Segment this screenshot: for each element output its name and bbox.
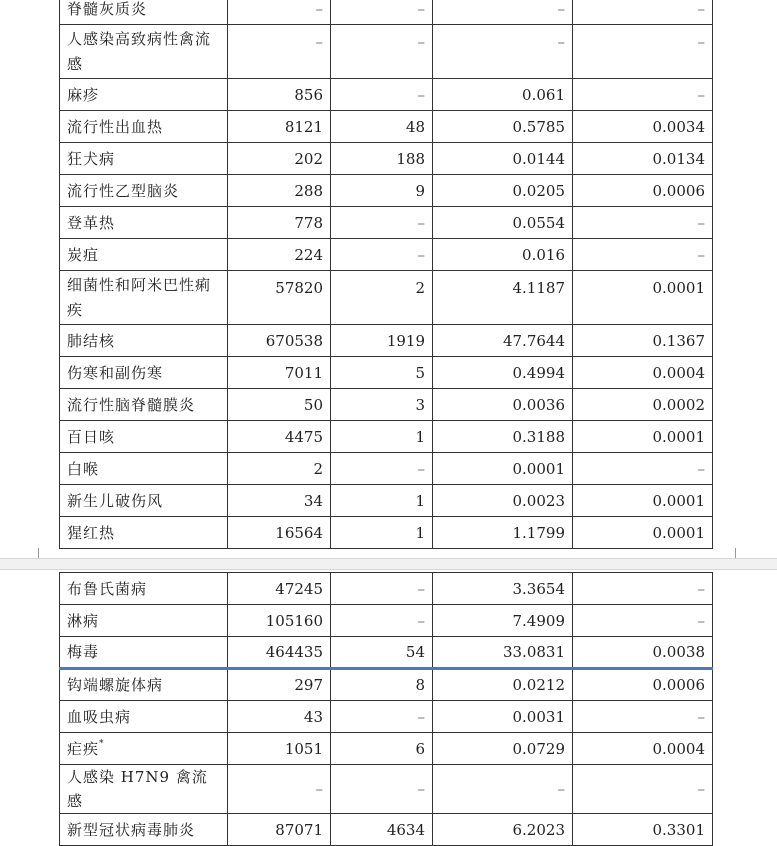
table-row bbox=[60, 814, 713, 846]
deaths-cell[interactable]: 5 bbox=[331, 357, 433, 389]
deaths-cell[interactable]: 1 bbox=[331, 485, 433, 517]
table-row bbox=[60, 207, 713, 239]
deaths-cell[interactable]: – bbox=[331, 207, 433, 239]
mortality-cell[interactable]: 0.3301 bbox=[573, 814, 713, 846]
disease-name[interactable]: 淋病 bbox=[60, 605, 228, 637]
cases-cell[interactable]: – bbox=[228, 0, 331, 25]
cases-cell[interactable]: 1051 bbox=[228, 733, 331, 765]
cases-cell[interactable]: 778 bbox=[228, 207, 331, 239]
mortality-cell[interactable]: – bbox=[573, 25, 713, 79]
table-row bbox=[60, 25, 713, 79]
cases-cell[interactable]: – bbox=[228, 765, 331, 814]
disease-name[interactable]: 流行性出血热 bbox=[60, 111, 228, 143]
cases-cell[interactable]: 297 bbox=[228, 669, 331, 701]
incidence-cell[interactable]: 0.0036 bbox=[433, 389, 573, 421]
disease-name[interactable]: 布鲁氏菌病 bbox=[60, 573, 228, 605]
mortality-cell[interactable]: 0.0038 bbox=[573, 637, 713, 669]
table-row bbox=[60, 79, 713, 111]
cases-cell[interactable]: 43 bbox=[228, 701, 331, 733]
deaths-cell[interactable]: 4634 bbox=[331, 814, 433, 846]
cases-cell[interactable]: 8121 bbox=[228, 111, 331, 143]
incidence-cell[interactable]: 0.0212 bbox=[433, 669, 573, 701]
table-row bbox=[60, 239, 713, 271]
deaths-cell[interactable]: 2 bbox=[331, 271, 433, 325]
disease-name[interactable]: 脊髓灰质炎 bbox=[60, 0, 228, 25]
disease-name[interactable]: 人感染高致病性禽流感 bbox=[60, 25, 228, 79]
disease-name[interactable]: 狂犬病 bbox=[60, 143, 228, 175]
cases-cell[interactable]: 288 bbox=[228, 175, 331, 207]
table-row bbox=[60, 669, 713, 701]
table-row bbox=[60, 111, 713, 143]
deaths-cell[interactable]: 48 bbox=[331, 111, 433, 143]
mortality-cell[interactable]: 0.0006 bbox=[573, 175, 713, 207]
disease-name[interactable]: 新生儿破伤风 bbox=[60, 485, 228, 517]
mortality-cell[interactable]: 0.0134 bbox=[573, 143, 713, 175]
cases-cell[interactable]: 224 bbox=[228, 239, 331, 271]
mortality-cell[interactable]: – bbox=[573, 0, 713, 25]
cases-cell[interactable]: 856 bbox=[228, 79, 331, 111]
disease-name[interactable]: 百日咳 bbox=[60, 421, 228, 453]
mortality-cell[interactable]: – bbox=[573, 573, 713, 605]
table-row bbox=[60, 733, 713, 765]
disease-name[interactable]: 麻疹 bbox=[60, 79, 228, 111]
mortality-cell[interactable]: 0.0004 bbox=[573, 733, 713, 765]
incidence-cell[interactable]: 0.0729 bbox=[433, 733, 573, 765]
cases-cell[interactable]: 47245 bbox=[228, 573, 331, 605]
incidence-cell[interactable]: 33.0831 bbox=[433, 637, 573, 669]
incidence-cell[interactable]: – bbox=[433, 25, 573, 79]
disease-name[interactable]: 炭疽 bbox=[60, 239, 228, 271]
incidence-cell[interactable]: 0.0023 bbox=[433, 485, 573, 517]
incidence-cell[interactable]: – bbox=[433, 765, 573, 814]
incidence-cell[interactable]: 47.7644 bbox=[433, 325, 573, 357]
mortality-cell[interactable]: – bbox=[573, 765, 713, 814]
deaths-cell[interactable]: 6 bbox=[331, 733, 433, 765]
mortality-cell[interactable]: – bbox=[573, 605, 713, 637]
mortality-cell[interactable]: – bbox=[573, 79, 713, 111]
mortality-cell[interactable]: 0.0002 bbox=[573, 389, 713, 421]
incidence-cell[interactable]: 0.4994 bbox=[433, 357, 573, 389]
mortality-cell[interactable]: 0.0001 bbox=[573, 485, 713, 517]
mortality-cell[interactable]: 0.0034 bbox=[573, 111, 713, 143]
disease-name[interactable]: 伤寒和副伤寒 bbox=[60, 357, 228, 389]
cases-cell[interactable]: 2 bbox=[228, 453, 331, 485]
incidence-cell[interactable]: 3.3654 bbox=[433, 573, 573, 605]
deaths-cell[interactable]: 188 bbox=[331, 143, 433, 175]
cases-cell[interactable]: 202 bbox=[228, 143, 331, 175]
document-page-2 bbox=[0, 570, 777, 839]
cases-cell[interactable]: – bbox=[228, 25, 331, 79]
cases-cell[interactable]: 7011 bbox=[228, 357, 331, 389]
deaths-cell[interactable]: – bbox=[331, 701, 433, 733]
disease-name[interactable]: 猩红热 bbox=[60, 517, 228, 549]
table-row bbox=[60, 357, 713, 389]
table-row bbox=[60, 605, 713, 637]
deaths-cell[interactable]: – bbox=[331, 79, 433, 111]
incidence-cell[interactable]: 1.1799 bbox=[433, 517, 573, 549]
cases-cell[interactable]: 670538 bbox=[228, 325, 331, 357]
deaths-cell[interactable]: 1919 bbox=[331, 325, 433, 357]
mortality-cell[interactable]: 0.1367 bbox=[573, 325, 713, 357]
cases-cell[interactable]: 57820 bbox=[228, 271, 331, 325]
incidence-cell[interactable]: 0.5785 bbox=[433, 111, 573, 143]
cases-cell[interactable]: 16564 bbox=[228, 517, 331, 549]
page-break-gap bbox=[0, 558, 777, 570]
table-row bbox=[60, 175, 713, 207]
incidence-cell[interactable]: 0.0144 bbox=[433, 143, 573, 175]
table-row bbox=[60, 517, 713, 549]
disease-name-cell[interactable] bbox=[60, 733, 228, 765]
table-row bbox=[60, 701, 713, 733]
mortality-cell[interactable]: 0.0006 bbox=[573, 669, 713, 701]
deaths-cell[interactable]: 1 bbox=[331, 517, 433, 549]
deaths-cell[interactable]: – bbox=[331, 0, 433, 25]
table-row bbox=[60, 765, 713, 814]
cases-cell[interactable]: 50 bbox=[228, 389, 331, 421]
deaths-cell[interactable]: 54 bbox=[331, 637, 433, 669]
footnote-marker: * bbox=[99, 738, 105, 749]
mortality-cell[interactable]: 0.0004 bbox=[573, 357, 713, 389]
cases-cell[interactable]: 34 bbox=[228, 485, 331, 517]
table-row bbox=[60, 421, 713, 453]
table-row bbox=[60, 143, 713, 175]
disease-table-page-1 bbox=[59, 0, 713, 549]
deaths-cell[interactable]: 9 bbox=[331, 175, 433, 207]
deaths-cell[interactable]: – bbox=[331, 25, 433, 79]
deaths-cell[interactable]: 3 bbox=[331, 389, 433, 421]
table-row bbox=[60, 271, 713, 325]
deaths-cell[interactable]: – bbox=[331, 453, 433, 485]
incidence-cell[interactable]: 7.4909 bbox=[433, 605, 573, 637]
disease-table-page-2 bbox=[59, 572, 713, 846]
incidence-cell[interactable]: 0.0205 bbox=[433, 175, 573, 207]
table-row bbox=[60, 485, 713, 517]
incidence-cell[interactable]: 0.0001 bbox=[433, 453, 573, 485]
disease-name[interactable]: 血吸虫病 bbox=[60, 701, 228, 733]
table-row bbox=[60, 573, 713, 605]
disease-name[interactable]: 细菌性和阿米巴性痢疾 bbox=[60, 271, 228, 325]
deaths-cell[interactable]: – bbox=[331, 239, 433, 271]
incidence-cell[interactable]: 0.0031 bbox=[433, 701, 573, 733]
table-row bbox=[60, 0, 713, 25]
table-row bbox=[60, 453, 713, 485]
table-row bbox=[60, 389, 713, 421]
cases-cell[interactable]: 105160 bbox=[228, 605, 331, 637]
mortality-cell[interactable]: – bbox=[573, 207, 713, 239]
disease-name[interactable]: 流行性脑脊髓膜炎 bbox=[60, 389, 228, 421]
incidence-cell[interactable]: 4.1187 bbox=[433, 271, 573, 325]
disease-name[interactable]: 新型冠状病毒肺炎 bbox=[60, 814, 228, 846]
table-row bbox=[60, 325, 713, 357]
disease-name[interactable]: 肺结核 bbox=[60, 325, 228, 357]
incidence-cell[interactable]: 6.2023 bbox=[433, 814, 573, 846]
deaths-cell[interactable]: – bbox=[331, 605, 433, 637]
deaths-cell[interactable]: – bbox=[331, 765, 433, 814]
mortality-cell[interactable]: – bbox=[573, 453, 713, 485]
table-row-selected bbox=[60, 637, 713, 669]
deaths-cell[interactable]: 8 bbox=[331, 669, 433, 701]
mortality-cell[interactable]: 0.0001 bbox=[573, 517, 713, 549]
deaths-cell[interactable]: 1 bbox=[331, 421, 433, 453]
incidence-cell[interactable]: 0.016 bbox=[433, 239, 573, 271]
cases-cell[interactable]: 4475 bbox=[228, 421, 331, 453]
cases-cell[interactable]: 87071 bbox=[228, 814, 331, 846]
disease-name[interactable]: 白喉 bbox=[60, 453, 228, 485]
incidence-cell[interactable]: 0.3188 bbox=[433, 421, 573, 453]
disease-name: 疟疾 bbox=[67, 739, 100, 758]
mortality-cell[interactable]: – bbox=[573, 239, 713, 271]
disease-name[interactable]: 钩端螺旋体病 bbox=[60, 669, 228, 701]
deaths-cell[interactable]: – bbox=[331, 573, 433, 605]
mortality-cell[interactable]: 0.0001 bbox=[573, 421, 713, 453]
disease-name[interactable]: 登革热 bbox=[60, 207, 228, 239]
incidence-cell[interactable]: – bbox=[433, 0, 573, 25]
incidence-cell[interactable]: 0.0554 bbox=[433, 207, 573, 239]
disease-name[interactable]: 梅毒 bbox=[60, 637, 228, 669]
incidence-cell[interactable]: 0.061 bbox=[433, 79, 573, 111]
cases-cell[interactable]: 464435 bbox=[228, 637, 331, 669]
disease-name[interactable]: 流行性乙型脑炎 bbox=[60, 175, 228, 207]
mortality-cell[interactable]: – bbox=[573, 701, 713, 733]
disease-name[interactable]: 人感染 H7N9 禽流感 bbox=[60, 765, 228, 814]
mortality-cell[interactable]: 0.0001 bbox=[573, 271, 713, 325]
